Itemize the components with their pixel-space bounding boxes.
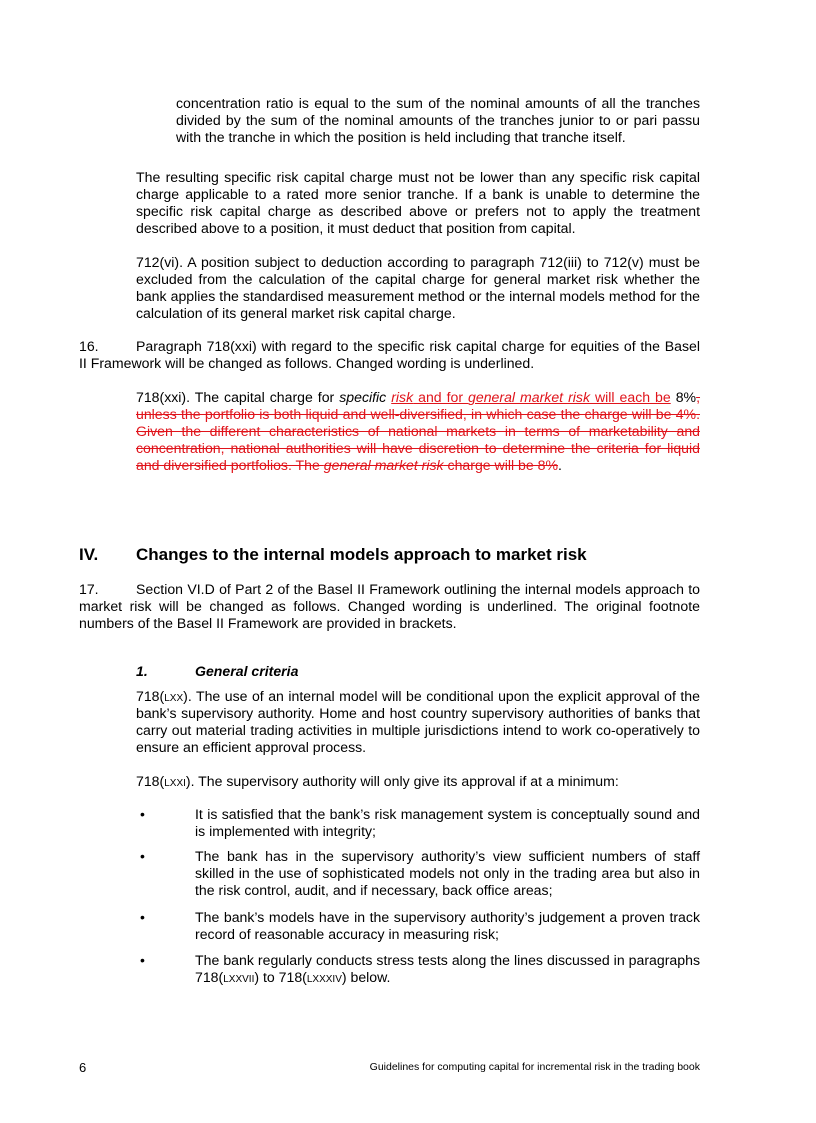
paragraph-718lxx-body: ). The use of an internal model will be conditional upon the explicit approval of the bank’s supervisory authority. Home and host country supervisory authorities of banks that carry out material trading activities in multiple jurisdictions intend to work co-operatively to ensure an efficient approval process.	[136, 688, 700, 755]
inserted-risk-italic: risk	[391, 389, 414, 405]
paragraph-17-text: Section VI.D of Part 2 of the Basel II Framework outlining the internal models approach to market risk will be changed as follows. Changed wording is underlined. The original footnote numbers of the Basel II Framework are provided in brackets.	[79, 581, 700, 631]
inserted-general-market-risk: general market risk	[468, 389, 590, 405]
section-number: IV.	[79, 545, 99, 564]
deleted-general-market-risk: general market risk	[323, 457, 444, 473]
bullet-item	[195, 952, 700, 986]
bullet-item: The bank’s models have in the supervisory authority’s judgement a proven track record of reasonable accuracy in measuring risk;	[195, 909, 700, 942]
paragraph-718lxx	[136, 688, 700, 756]
deleted-main: , unless the portfolio is both liquid and well-diversified, in which case the charge will be 4%. Given the different characteristics of national markets in terms of marketability and concentration, national authorities will have discretion to determine the criteria for liquid and diversified portfolios. The	[136, 389, 701, 473]
text-718xxi-intro: 718(xxi). The capital charge for	[136, 389, 340, 405]
section-title: Changes to the internal models approach to market risk	[136, 545, 587, 564]
text-specific-italic: specific	[339, 389, 387, 405]
paragraph-718lxxi	[136, 773, 700, 790]
text-8-percent: 8%	[675, 389, 697, 405]
bullet-4-roman-1: lxxvii	[223, 969, 255, 985]
page-number: 6	[79, 1060, 87, 1075]
inserted-will-each-be: will each be	[590, 389, 671, 405]
bullet-marker: •	[140, 909, 145, 925]
paragraph-16-number: 16.	[79, 338, 99, 354]
paragraph-16-text: Paragraph 718(xxi) with regard to the specific risk capital charge for equities of the Basel II Framework will be changed as follows. Changed wording is underlined.	[79, 338, 700, 371]
paragraph-718xxi	[136, 389, 700, 474]
deleted-charge-will-be: charge will be 8%	[443, 457, 558, 473]
bullet-marker: •	[140, 848, 145, 864]
bullet-marker: •	[140, 952, 145, 968]
paragraph-712vi: 712(vi). A position subject to deduction according to paragraph 712(iii) to 712(v) must be excluded from the calculation of the capital charge for general market risk whether the bank applies the standardised measurement method or the internal models method for the calculation of its general market risk capital charge.	[136, 254, 700, 321]
inserted-and-for: and for	[413, 389, 469, 405]
bullet-4-text-2: ) to 718(	[254, 969, 307, 985]
paragraph-resulting-charge: The resulting specific risk capital charge must not be lower than any specific risk capital charge applicable to a rated more senior tranche. If a bank is unable to determine the specific risk capital charge as described above or prefers not to apply the treatment described above to a position, it must deduct that position from capital.	[136, 169, 700, 236]
subsection-title: General criteria	[195, 663, 299, 679]
ref-roman: lxxi	[164, 773, 186, 789]
bullet-marker: •	[140, 806, 145, 822]
ref-roman: lxx	[164, 688, 184, 704]
bullet-4-roman-2: lxxxiv	[306, 969, 342, 985]
subsection-number: 1.	[136, 663, 148, 679]
bullet-item: It is satisfied that the bank’s risk management system is conceptually sound and is implemented with integrity;	[195, 806, 700, 839]
paragraph-continuation: concentration ratio is equal to the sum of the nominal amounts of all the tranches divided by the sum of the nominal amounts of the tranches junior to or pari passu with the tranche in which the position is held including that tranche itself.	[176, 95, 700, 145]
paragraph-718lxxi-body: ). The supervisory authority will only give its approval if at a minimum:	[185, 773, 619, 789]
inserted-risk	[391, 389, 671, 405]
bullet-4-text-1: The bank regularly conducts stress tests along the lines discussed in paragraphs 718(	[195, 952, 700, 985]
text-period: .	[557, 457, 562, 473]
running-footer-title: Guidelines for computing capital for incremental risk in the trading book	[369, 1061, 700, 1073]
ref-prefix: 718(	[136, 688, 165, 704]
paragraph-17-number: 17.	[79, 581, 99, 597]
ref-prefix: 718(	[136, 773, 165, 789]
bullet-item: The bank has in the supervisory authority’s view sufficient numbers of staff skilled in the use of sophisticated models not only in the trading area but also in the risk control, audit, and if necessary, back office areas;	[195, 848, 700, 898]
bullet-4-text-3: ) below.	[341, 969, 391, 985]
